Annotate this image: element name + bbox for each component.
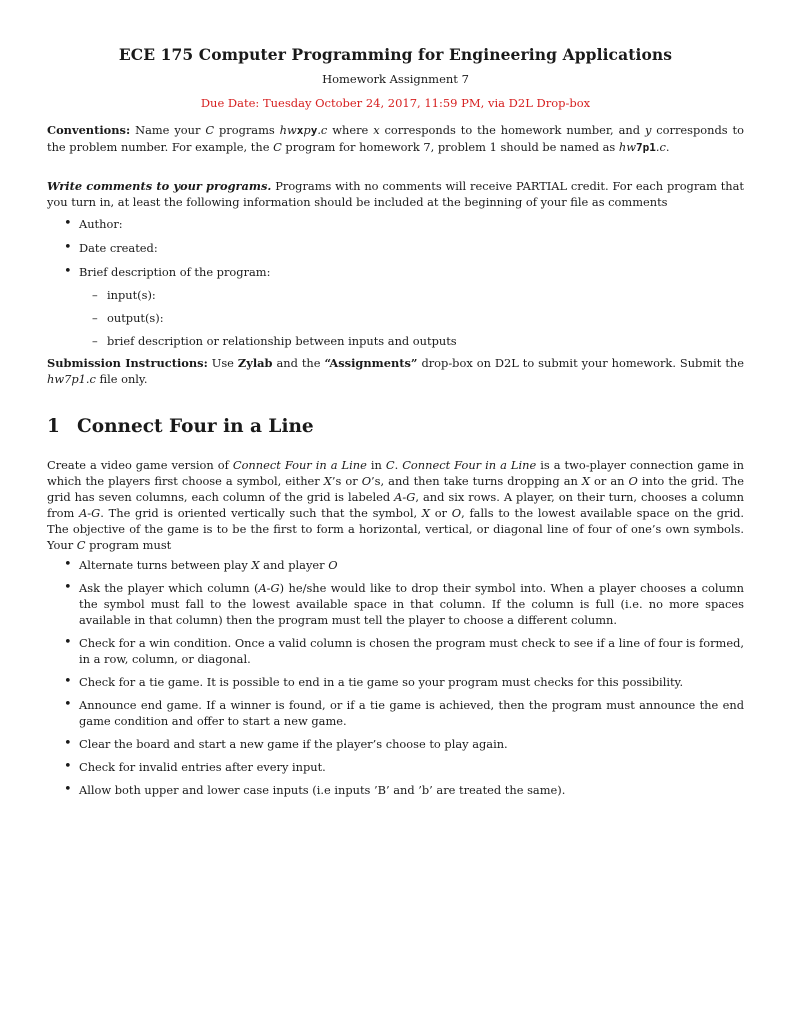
list-item: • Announce end game. If a winner is found, or if a tie game is achieved, then the program must announce the end game condition and offer to start a new game. — [47, 697, 744, 729]
filename-example: .c — [655, 140, 666, 154]
conventions-text: program for homework 7, problem 1 should be named as — [281, 140, 619, 154]
var-x: x — [373, 123, 380, 137]
req-text: and player — [259, 558, 329, 572]
game-name: Connect Four in a Line — [232, 458, 367, 472]
var-y: y — [644, 123, 652, 137]
filename-example: p — [642, 141, 650, 154]
list-item: • Clear the board and start a new game if the player’s choose to play again. — [47, 736, 744, 752]
desc-text: or — [429, 506, 452, 520]
list-item — [47, 557, 744, 573]
conventions-text: corresponds to the homework number, and — [379, 123, 645, 137]
req-text: Ask the player which column ( — [79, 581, 259, 595]
filename-example: 7 — [635, 141, 643, 154]
desc-text: is a two-player connection game in which the players first choose a symbol, either — [47, 458, 744, 488]
section-number: 1 — [47, 416, 60, 437]
symbol-o: O — [451, 506, 462, 520]
symbol-x: X — [581, 474, 590, 488]
list-item: • Date created: — [47, 240, 744, 256]
conventions-text: Name your — [130, 123, 206, 137]
c-lang: C — [385, 458, 395, 472]
submission-text: file only. — [95, 372, 148, 386]
submission-text: Use — [207, 356, 238, 370]
conventions-label: Conventions: — [47, 123, 131, 137]
desc-text: ’s, and then take turns dropping an — [371, 474, 582, 488]
list-item: • Brief description of the program: — [47, 264, 744, 280]
comments-text: Programs with no comments will receive PARTIAL credit. For each program that you turn in, at least the following information should be included at the beginning of your file as comments — [47, 179, 744, 209]
sub-list-item: – input(s): — [47, 287, 744, 303]
column-range: A-G — [79, 506, 101, 520]
symbol-x: X — [323, 474, 332, 488]
desc-text: , and six rows. A player, on their turn, chooses a column from — [47, 490, 744, 520]
zylab-text: Zylab — [237, 356, 273, 370]
symbol-o: O — [361, 474, 372, 488]
submission-text: and the — [272, 356, 325, 370]
conventions-text: corresponds to the problem number. For example, the — [47, 123, 744, 154]
desc-text: , falls to the lowest available space on the grid. The objective of the game is to be the first to form a horizontal, vertical, or diagonal line of four of one’s own symbols. Your — [47, 506, 745, 552]
list-item: • Check for a win condition. Once a valid column is chosen the program must check to see if a line of four is formed, in a row, column, or diagonal. — [47, 635, 744, 667]
req-text: ) he/she would like to drop their symbol into. When a player chooses a column the symbol must fall to the lowest available space in that column. If the column is full (i.e. no more spaces available in that column) then the program must tell the player to choose a different column. — [79, 581, 744, 627]
list-item: • Check for a tie game. It is possible to end in a tie game so your program must checks for this possibility. — [47, 674, 744, 690]
desc-text: ’s or — [331, 474, 362, 488]
comments-paragraph — [47, 178, 744, 210]
assignments-text: “Assignments” — [324, 356, 418, 370]
desc-text: in — [366, 458, 386, 472]
game-name: Connect Four in a Line — [402, 458, 537, 472]
filename-pattern: x — [296, 124, 304, 137]
filename-pattern: hw — [279, 123, 297, 137]
column-range: A-G — [258, 581, 280, 595]
symbol-x: X — [421, 506, 430, 520]
due-date: Due Date: Tuesday October 24, 2017, 11:59 PM, via D2L Drop-box — [200, 96, 591, 110]
description-paragraph — [47, 457, 744, 553]
filename-example: 1 — [649, 141, 656, 154]
requirements-list — [47, 557, 744, 798]
filename-pattern: y — [310, 124, 318, 137]
c-lang: C — [273, 140, 282, 154]
conventions-text: . — [665, 140, 670, 154]
filename-pattern: p — [303, 123, 311, 137]
conventions-text: programs — [214, 123, 280, 137]
submission-label: Submission Instructions: — [47, 356, 208, 370]
req-text: Alternate turns between play — [79, 558, 252, 572]
comments-sublist — [47, 287, 744, 349]
section-title: Connect Four in a Line — [77, 416, 314, 437]
list-item: • Check for invalid entries after every input. — [47, 759, 744, 775]
filename-pattern: .c — [317, 123, 328, 137]
filename-example: hw — [618, 140, 636, 154]
sub-list-item: – output(s): — [47, 310, 744, 326]
desc-text: or an — [589, 474, 629, 488]
page-title: ECE 175 Computer Programming for Engineering Applications — [118, 45, 673, 64]
list-item: • Author: — [47, 216, 744, 232]
comments-label: Write comments to your programs. — [47, 179, 272, 193]
symbol-x: X — [251, 558, 260, 572]
comments-list — [47, 216, 744, 280]
c-lang: C — [76, 538, 86, 552]
symbol-o: O — [628, 474, 638, 488]
submission-file: hw7p1.c — [47, 372, 96, 386]
column-range: A-G — [394, 490, 416, 504]
symbol-o: O — [328, 558, 338, 572]
conventions-text: where — [327, 123, 374, 137]
submission-paragraph — [47, 355, 744, 387]
assignment-subtitle: Homework Assignment 7 — [322, 72, 469, 86]
list-item — [47, 580, 744, 628]
section-heading — [47, 416, 314, 437]
desc-text: Create a video game version of — [47, 458, 233, 472]
sub-list-item: – brief description or relationship between inputs and outputs — [47, 333, 744, 349]
desc-text: . The grid is oriented vertically such that the symbol, — [100, 506, 422, 520]
desc-text: . — [394, 458, 403, 472]
submission-text: drop-box on D2L to submit your homework. Submit the — [417, 356, 744, 370]
desc-text: into the grid. The grid has seven columns, each column of the grid is labeled — [47, 474, 744, 504]
desc-text: program must — [85, 538, 172, 552]
conventions-paragraph — [47, 122, 744, 156]
list-item: • Allow both upper and lower case inputs (i.e inputs ’B’ and ’b’ are treated the same). — [47, 782, 744, 798]
c-lang: C — [205, 123, 215, 137]
